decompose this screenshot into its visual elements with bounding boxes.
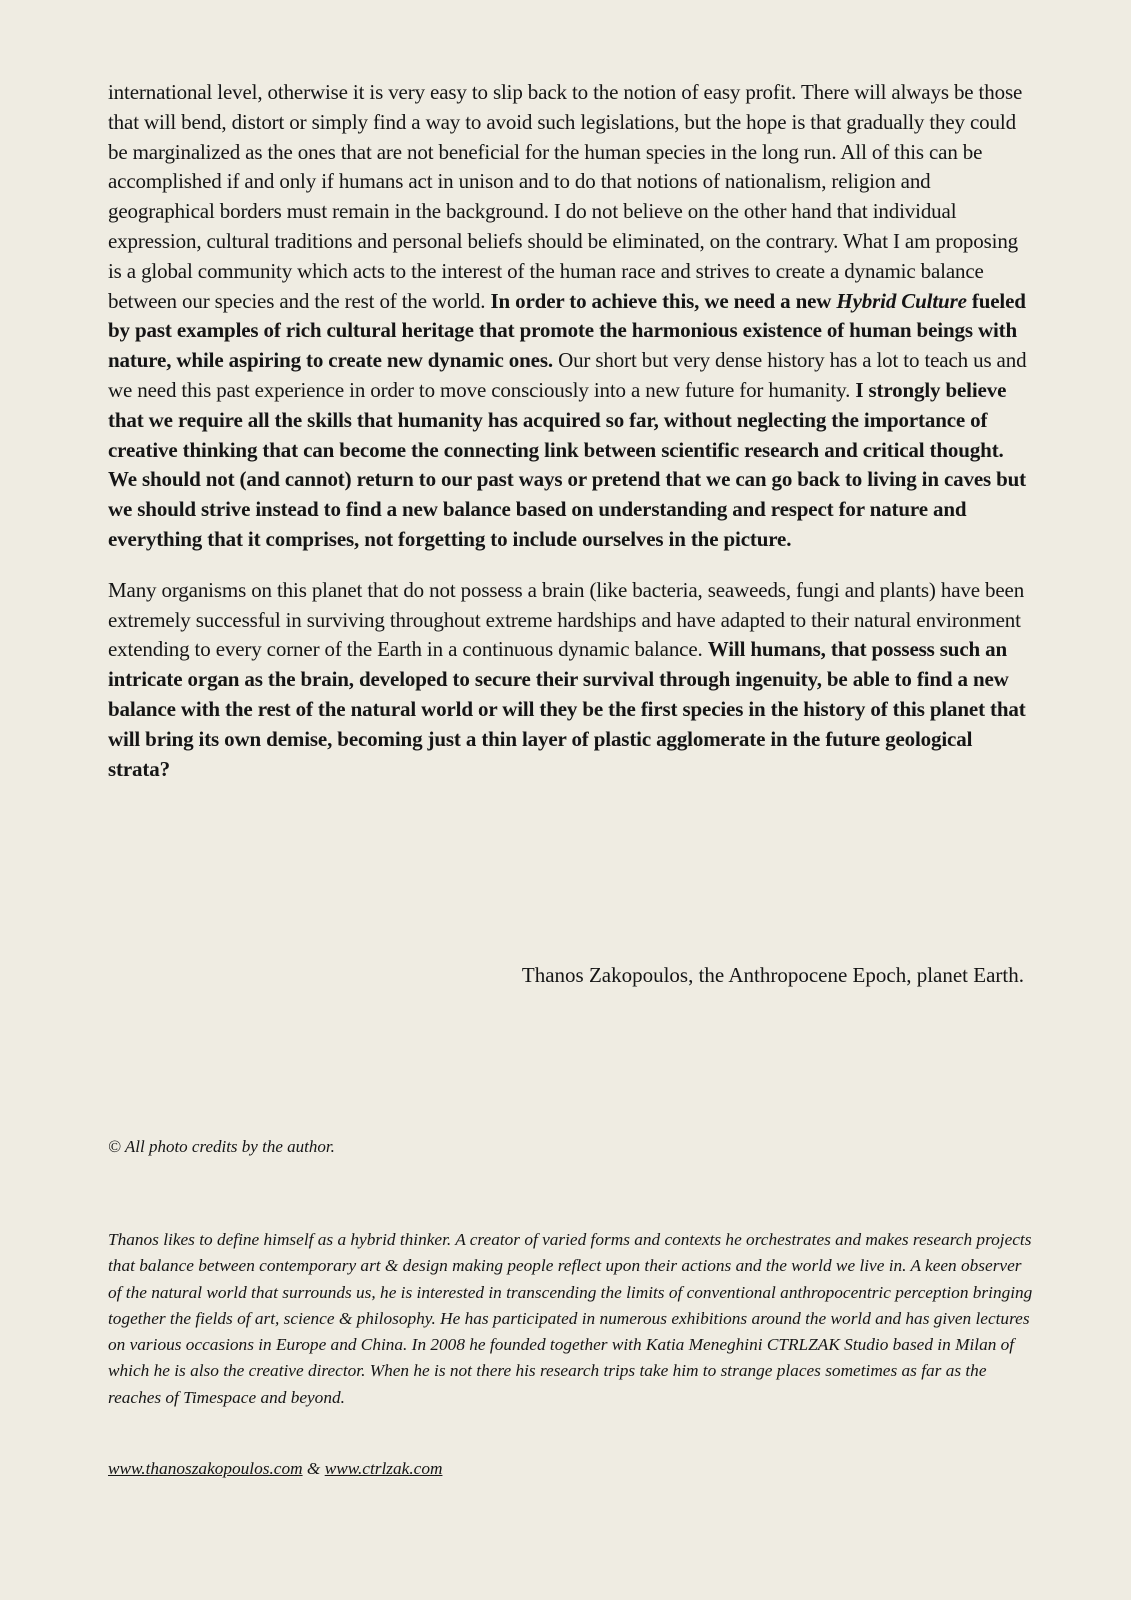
links-separator: & <box>302 1459 325 1478</box>
paragraph-1-bold-1-start: In order to achieve this, we need a new <box>490 288 837 313</box>
paragraph-1-text-1: international level, otherwise it is very easy to slip back to the notion of easy profit. There will always be those that will bend, distort or simply find a way to avoid such legislations, but the hope is that gradually they could be marginalized as the ones that are not beneficial for the human species in the long run. All of this can be accomplished if and only if humans act in unison and to do that notions of nationalism, religion and geographical borders must remain in the background. I do not believe on the other hand that individual expression, cultural traditions and personal beliefs should be eliminated, on the contrary. What I am proposing is a global community which acts to the interest of the human race and strives to create a dynamic balance between our species and the rest of the world. <box>108 80 1023 313</box>
paragraph-1 <box>108 78 1028 555</box>
author-bio: Thanos likes to define himself as a hybrid thinker. A creator of varied forms and contexts he orchestrates and makes research projects that balance between contemporary art & design making people reflect upon their actions and the world we live in. A keen observer of the natural world that surrounds us, he is interested in transcending the limits of conventional anthropocentric perception bringing together the fields of art, science & philosophy. He has participated in numerous exhibitions around the world and has given lectures on various occasions in Europe and China. In 2008 he founded together with Katia Meneghini CTRLZAK Studio based in Milan of which he is also the creative director. When he is not there his research trips take him to strange places sometimes as far as the reaches of Timespace and beyond. <box>108 1230 1033 1407</box>
article-body <box>108 78 1028 784</box>
website-link-ctrlzak[interactable]: www.ctrlzak.com <box>324 1459 443 1478</box>
paragraph-1-bold-2: I strongly believe that we require all the skills that humanity has acquired so far, without neglecting the importance of creative thinking that can become the connecting link between scientific research and critical thought. We should not (and cannot) return to our past ways or pretend that we can go back to living in caves but we should strive instead to find a new balance based on understanding and respect for nature and everything that it comprises, not forgetting to include ourselves in the picture. <box>108 377 1027 551</box>
paragraph-1-text-2: Our short but very dense history has a lot to teach us and we need this past experience in order to move consciously into a new future for humanity. <box>108 348 1027 402</box>
hybrid-culture-term: Hybrid Culture <box>836 288 967 313</box>
website-link-thanoszakopoulos[interactable]: www.thanoszakopoulos.com <box>108 1459 303 1478</box>
paragraph-1-bold-1-end: fueled by past examples of rich cultural heritage that promote the harmonious existence of human beings with nature, while aspiring to create new dynamic ones. <box>108 288 1026 373</box>
photo-credits: © All photo credits by the author. <box>108 1137 335 1156</box>
paragraph-2 <box>108 576 1028 785</box>
author-signature: Thanos Zakopoulos, the Anthropocene Epoch, planet Earth. <box>521 963 1024 987</box>
paragraph-2-text-1: Many organisms on this planet that do not possess a brain (like bacteria, seaweeds, fungi and plants) have been extremely successful in surviving throughout extreme hardships and have adapted to their natural environment extending to every corner of the Earth in a continuous dynamic balance. <box>108 577 1025 662</box>
author-links <box>108 1457 442 1481</box>
paragraph-2-bold-1: Will humans, that possess such an intricate organ as the brain, developed to secure their survival through ingenuity, be able to find a new balance with the rest of the natural world or will they be the first species in the history of this planet that will bring its own demise, becoming just a thin layer of plastic agglomerate in the future geological strata? <box>108 637 1026 781</box>
